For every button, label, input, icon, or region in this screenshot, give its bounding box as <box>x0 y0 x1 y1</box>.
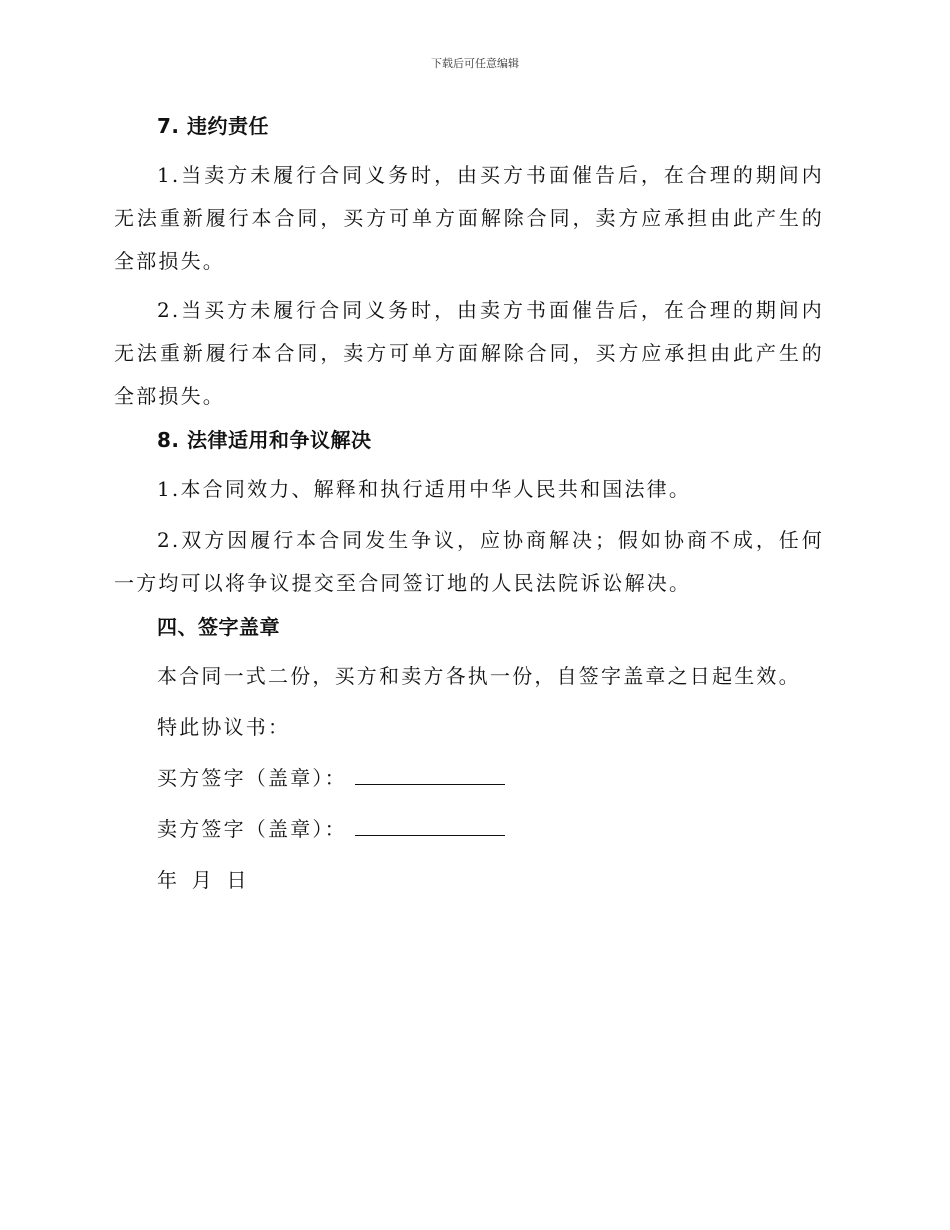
buyer-signature-label: 买方签字（盖章）： <box>157 766 347 790</box>
seller-signature-blank <box>355 813 505 836</box>
buyer-signature-blank <box>355 762 505 785</box>
section-heading-breach: 7. 违约责任 <box>157 114 269 138</box>
paragraph-breach-buyer: 2.当买方未履行合同义务时，由卖方书面催告后，在合理的期间内无法重新履行本合同，卖方可单方面解除合同，买方应承担由此产生的全部损失。 <box>114 298 824 408</box>
buyer-signature-line <box>114 757 824 800</box>
paragraph-dispute-resolution: 2.双方因履行本合同发生争议，应协商解决；假如协商不成，任何一方均可以将争议提交至合同签订地的人民法院诉讼解决。 <box>114 528 824 595</box>
seller-signature-line <box>114 808 824 851</box>
date-line: 年 月 日 <box>157 868 249 892</box>
section-heading-signature: 四、签字盖章 <box>157 615 280 639</box>
section-heading-law: 8. 法律适用和争议解决 <box>157 428 372 452</box>
document-body <box>114 112 824 902</box>
paragraph-agreement: 特此协议书： <box>157 715 291 739</box>
paragraph-copies: 本合同一式二份，买方和卖方各执一份，自签字盖章之日起生效。 <box>157 664 801 688</box>
paragraph-governing-law: 1.本合同效力、解释和执行适用中华人民共和国法律。 <box>157 477 692 501</box>
seller-signature-label: 卖方签字（盖章）： <box>157 817 347 841</box>
paragraph-breach-seller: 1.当卖方未履行合同义务时，由买方书面催告后，在合理的期间内无法重新履行本合同，买方可单方面解除合同，卖方应承担由此产生的全部损失。 <box>114 163 824 273</box>
page-header: 下载后可任意编辑 <box>431 57 519 70</box>
